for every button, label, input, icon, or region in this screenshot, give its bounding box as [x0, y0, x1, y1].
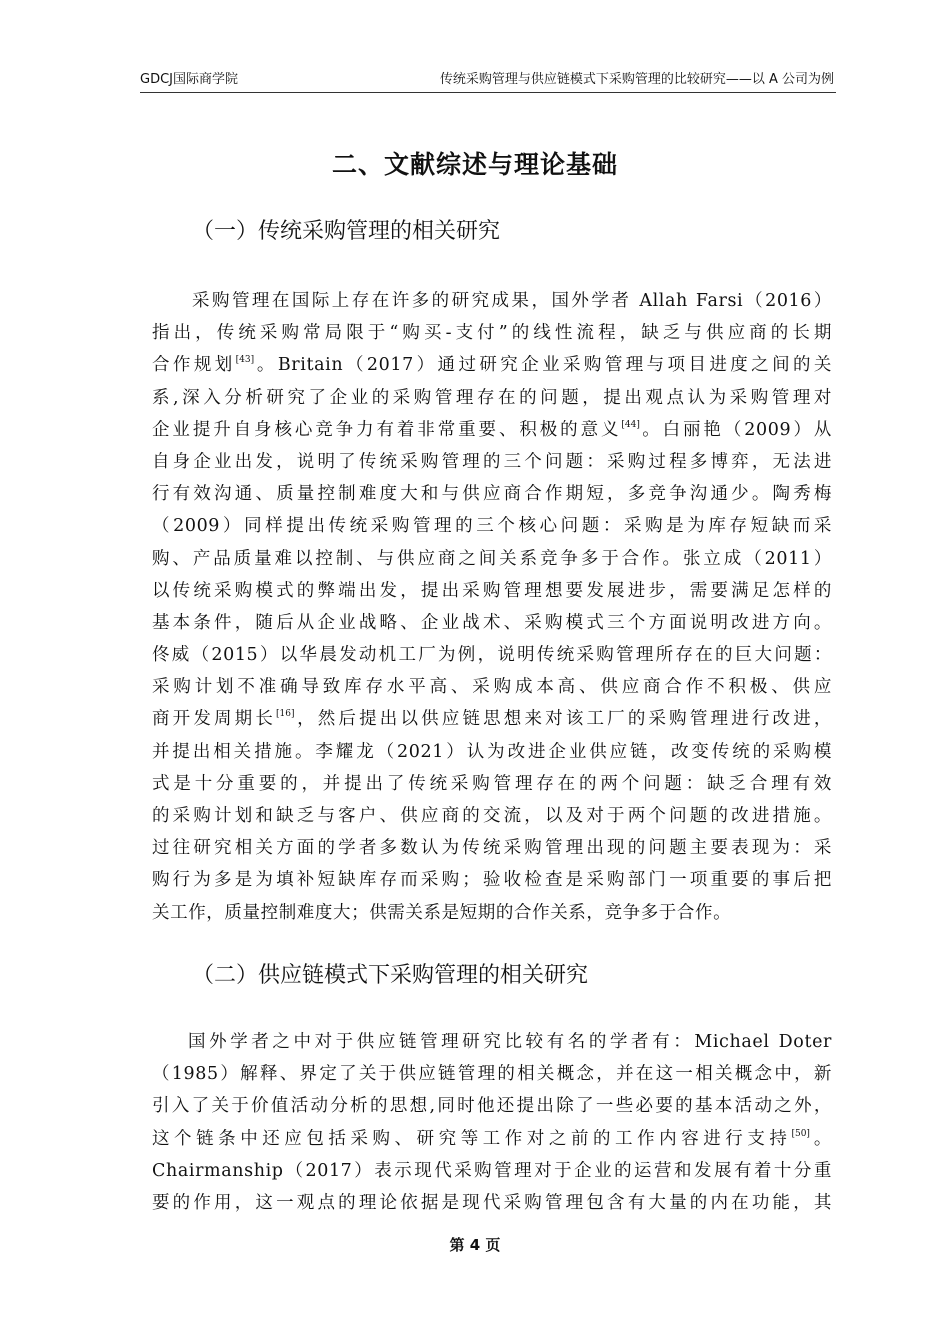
- text-line: 购行为多是为填补短缺库存而采购；验收检查是采购部门一项重要的事后把: [152, 870, 832, 891]
- text-line: 系,深入分析研究了企业的采购管理存在的问题，提出观点认为采购管理对: [152, 387, 832, 408]
- text-line: 行有效沟通、质量控制难度大和与供应商合作期短，多竞争沟通少。陶秀梅: [152, 484, 832, 505]
- text-line: 采购管理在国际上存在许多的研究成果，国外学者 Allah Farsi（2016）: [192, 291, 832, 311]
- page-number: 第 4 页: [449, 1236, 501, 1254]
- text-line: 过往研究相关方面的学者多数认为传统采购管理出现的问题主要表现为：采: [152, 838, 832, 859]
- text-fragment: 。白丽艳（2009）从: [639, 419, 832, 440]
- text-line: Chairmanship（2017）表示现代采购管理对于企业的运营和发展有着十分重: [152, 1160, 832, 1181]
- text-line: 自身企业出发，说明了传统采购管理的三个问题：采购过程多博弈，无法进: [152, 451, 832, 472]
- text-line: 购、产品质量难以控制、与供应商之间关系竞争多于合作。张立成（2011）: [152, 548, 832, 569]
- text-fragment: 企业提升自身核心竞争力有着非常重要、积极的意义: [152, 419, 622, 440]
- citation-ref: [44]: [621, 419, 640, 430]
- text-fragment: 这个链条中还应包括采购、研究等工作对之前的工作内容进行支持: [152, 1128, 792, 1149]
- text-fragment: 商开发周期长: [152, 709, 277, 730]
- text-line: 基本条件，随后从企业战略、企业战术、采购模式三个方面说明改进方向。: [152, 612, 832, 633]
- text-line: 式是十分重要的，并提出了传统采购管理存在的两个问题：缺乏合理有效: [152, 773, 832, 794]
- text-line: 指出，传统采购常局限于“购买-支付”的线性流程，缺乏与供应商的长期: [152, 323, 832, 344]
- text-line: 的采购计划和缺乏与客户、供应商的交流，以及对于两个问题的改进措施。: [152, 806, 832, 826]
- text-line: 关工作，质量控制难度大；供需关系是短期的合作关系，竞争多于合作。: [152, 902, 732, 923]
- text-line: [152, 349, 832, 381]
- section-title-1: （一）传统采购管理的相关研究: [192, 219, 501, 244]
- text-fragment: ，然后提出以供应链思想来对该工厂的采购管理进行改进，: [294, 709, 832, 730]
- text-line: 国外学者之中对于供应链管理研究比较有名的学者有：Michael Doter: [188, 1032, 832, 1052]
- text-line: （2009）同样提出传统采购管理的三个核心问题：采购是为库存短缺而采: [152, 516, 832, 537]
- citation-ref: [43]: [235, 355, 255, 366]
- section-body-1: [152, 285, 832, 929]
- chapter-title: 二、文献综述与理论基础: [331, 150, 618, 179]
- text-fragment: 。: [809, 1128, 832, 1149]
- section-title-2: （二）供应链模式下采购管理的相关研究: [192, 963, 589, 988]
- text-line: 以传统采购模式的弊端出发，提出采购管理想要发展进步，需要满足怎样的: [152, 580, 832, 601]
- text-line: 引入了关于价值活动分析的思想,同时他还提出除了一些必要的基本活动之外，: [152, 1096, 832, 1117]
- text-line: [152, 703, 832, 735]
- text-line: （1985）解释、界定了关于供应链管理的相关概念，并在这一相关概念中，新: [152, 1064, 832, 1085]
- page-header-left: GDCJ国际商学院: [140, 72, 238, 87]
- section-body-2: [152, 1026, 832, 1219]
- text-line: 要的作用，这一观点的理论依据是现代采购管理包含有大量的内在功能，其: [152, 1192, 832, 1213]
- header-rule: [140, 92, 836, 93]
- text-line: 佟威（2015）以华晨发动机工厂为例，说明传统采购管理所存在的巨大问题：: [152, 645, 832, 666]
- text-line: 采购计划不准确导致库存水平高、采购成本高、供应商合作不积极、供应: [152, 677, 832, 698]
- text-line: 并提出相关措施。李耀龙（2021）认为改进企业供应链，改变传统的采购模: [152, 741, 832, 762]
- citation-ref: [50]: [791, 1128, 810, 1139]
- page-header-right: 传统采购管理与供应链模式下采购管理的比较研究——以 A 公司为例: [439, 72, 834, 87]
- citation-ref: [16]: [276, 709, 295, 720]
- text-line: [152, 1123, 832, 1155]
- text-line: [152, 414, 832, 446]
- text-fragment: 。Britain（2017）通过研究企业采购管理与项目进度之间的关: [254, 355, 832, 376]
- text-fragment: 合作规划: [152, 355, 236, 376]
